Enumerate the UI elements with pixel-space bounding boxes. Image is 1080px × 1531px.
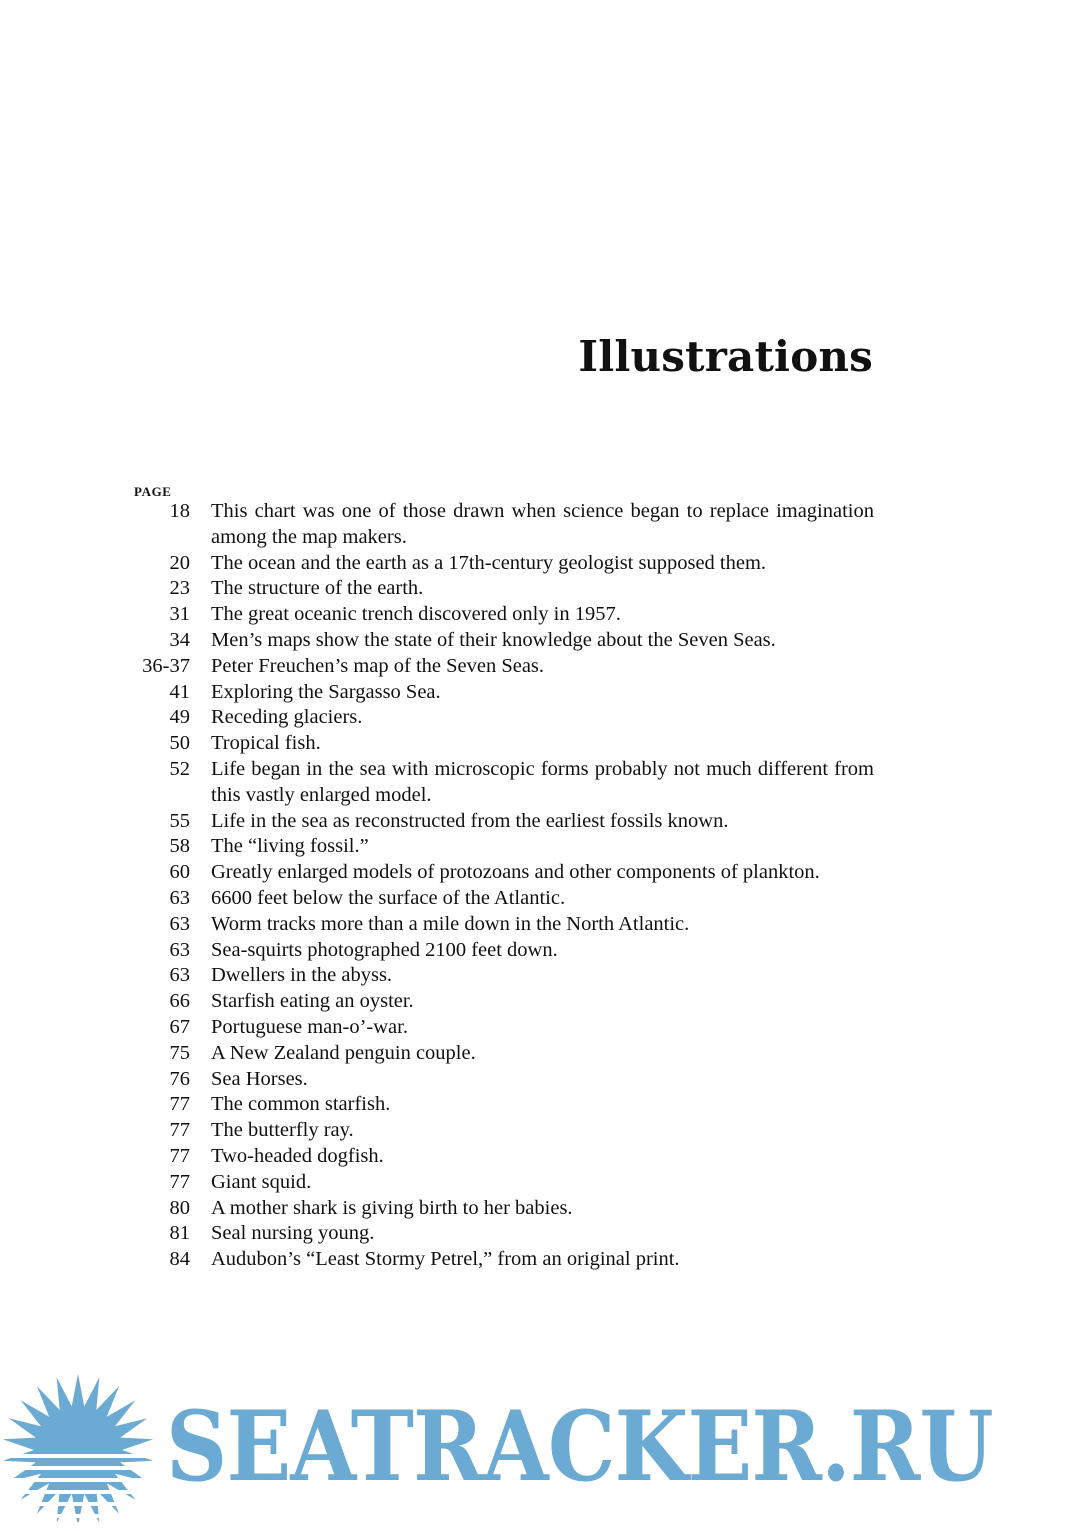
entry-caption: Worm tracks more than a mile down in the North Atlantic.	[211, 912, 690, 935]
entry-caption: Starfish eating an oyster.	[211, 990, 414, 1013]
sun-icon	[0, 1372, 160, 1522]
entry-page-number: 76	[169, 1067, 190, 1090]
entry-page-number: 63	[169, 964, 190, 987]
list-item	[134, 628, 874, 654]
list-item	[134, 860, 874, 886]
entry-caption: Sea-squirts photographed 2100 feet down.	[211, 938, 558, 961]
page-column-label: PAGE	[134, 484, 172, 499]
entry-caption: Giant squid.	[211, 1170, 312, 1193]
entry-page-number: 63	[169, 886, 190, 909]
entry-page-number: 63	[169, 938, 190, 961]
entry-page-number: 77	[169, 1170, 190, 1193]
entry-page-number: 34	[169, 628, 190, 651]
list-item	[134, 938, 874, 964]
entry-caption: Tropical fish.	[211, 732, 321, 755]
list-item	[134, 1015, 874, 1041]
entry-caption: Receding glaciers.	[211, 706, 363, 729]
entry-page-number: 84	[169, 1248, 190, 1271]
entry-caption: Exploring the Sargasso Sea.	[211, 680, 441, 703]
list-item	[134, 1041, 874, 1067]
list-item	[134, 1067, 874, 1093]
list-item	[134, 680, 874, 706]
sun-stripe	[0, 1466, 160, 1470]
sun-stripe	[0, 1514, 160, 1518]
list-item	[134, 731, 874, 757]
list-item	[134, 912, 874, 938]
list-item	[134, 1144, 874, 1170]
list-item	[134, 1247, 874, 1273]
entry-page-number: 23	[169, 577, 190, 600]
entry-caption: Men’s maps show the state of their knowledge about the Seven Seas.	[211, 628, 776, 651]
entry-caption: The butterfly ray.	[211, 1119, 354, 1142]
entry-page-number: 20	[169, 551, 190, 574]
list-item	[134, 1170, 874, 1196]
illustrations-list	[134, 499, 874, 1273]
list-item	[134, 1196, 874, 1222]
entry-page-number: 31	[169, 603, 190, 626]
list-item	[134, 989, 874, 1015]
entry-page-number: 55	[169, 809, 190, 832]
list-item	[134, 1118, 874, 1144]
list-item	[134, 602, 874, 628]
entry-caption: The ocean and the earth as a 17th-century geologist supposed them.	[211, 551, 767, 574]
entry-caption: Sea Horses.	[211, 1067, 308, 1090]
list-item	[134, 1092, 874, 1118]
entry-caption: Dwellers in the abyss.	[211, 964, 393, 987]
entry-caption: Greatly enlarged models of protozoans and other components of plankton.	[211, 861, 820, 884]
list-item	[134, 576, 874, 602]
entry-caption: Life began in the sea with microscopic forms probably not much different from this vastly enlarged model.	[211, 757, 874, 806]
page-title: Illustrations	[578, 332, 873, 381]
list-item	[134, 834, 874, 860]
list-item	[134, 654, 874, 680]
list-item	[134, 551, 874, 577]
entry-page-number: 81	[169, 1222, 190, 1245]
watermark-text: SEATRACKER.RU	[166, 1390, 993, 1503]
list-item	[134, 886, 874, 912]
entry-caption: 6600 feet below the surface of the Atlantic.	[211, 886, 566, 909]
entry-page-number: 77	[169, 1144, 190, 1167]
entry-caption: Peter Freuchen’s map of the Seven Seas.	[211, 654, 545, 677]
sun-stripe	[0, 1454, 160, 1458]
entry-caption: Seal nursing young.	[211, 1222, 375, 1245]
entry-page-number: 63	[169, 912, 190, 935]
watermark	[0, 1372, 1080, 1522]
sun-stripe	[0, 1490, 160, 1494]
entry-caption: Two-headed dogfish.	[211, 1144, 384, 1167]
list-item	[134, 499, 874, 551]
entry-page-number: 52	[169, 757, 190, 780]
entry-caption: The great oceanic trench discovered only in 1957.	[211, 603, 621, 626]
list-item	[134, 757, 874, 809]
entry-page-number: 58	[169, 835, 190, 858]
sun-stripe	[0, 1502, 160, 1506]
entry-page-number: 67	[169, 1015, 190, 1038]
entry-page-number: 77	[169, 1093, 190, 1116]
entry-caption: Portuguese man-o’-war.	[211, 1015, 408, 1038]
entry-page-number: 36-37	[142, 654, 190, 677]
entry-page-number: 75	[169, 1041, 190, 1064]
entry-caption: The structure of the earth.	[211, 577, 424, 600]
entry-page-number: 60	[169, 861, 190, 884]
list-item	[134, 705, 874, 731]
entry-page-number: 49	[169, 706, 190, 729]
entry-page-number: 77	[169, 1119, 190, 1142]
entry-page-number: 50	[169, 732, 190, 755]
entry-caption: The “living fossil.”	[211, 835, 369, 858]
entry-caption: A mother shark is giving birth to her babies.	[211, 1196, 573, 1219]
entry-caption: The common starfish.	[211, 1093, 391, 1116]
entry-page-number: 41	[169, 680, 190, 703]
entry-page-number: 80	[169, 1196, 190, 1219]
entry-page-number: 66	[169, 990, 190, 1013]
list-item	[134, 809, 874, 835]
sun-stripe	[0, 1478, 160, 1482]
entry-page-number: 18	[169, 500, 190, 522]
entry-caption: A New Zealand penguin couple.	[211, 1041, 476, 1064]
entry-caption: This chart was one of those drawn when science began to replace imagination among the map makers.	[211, 500, 874, 548]
entry-caption: Audubon’s “Least Stormy Petrel,” from an original print.	[211, 1248, 680, 1271]
list-item	[134, 963, 874, 989]
entry-caption: Life in the sea as reconstructed from the earliest fossils known.	[211, 809, 729, 832]
list-item	[134, 1221, 874, 1247]
sun-rays	[3, 1374, 153, 1522]
